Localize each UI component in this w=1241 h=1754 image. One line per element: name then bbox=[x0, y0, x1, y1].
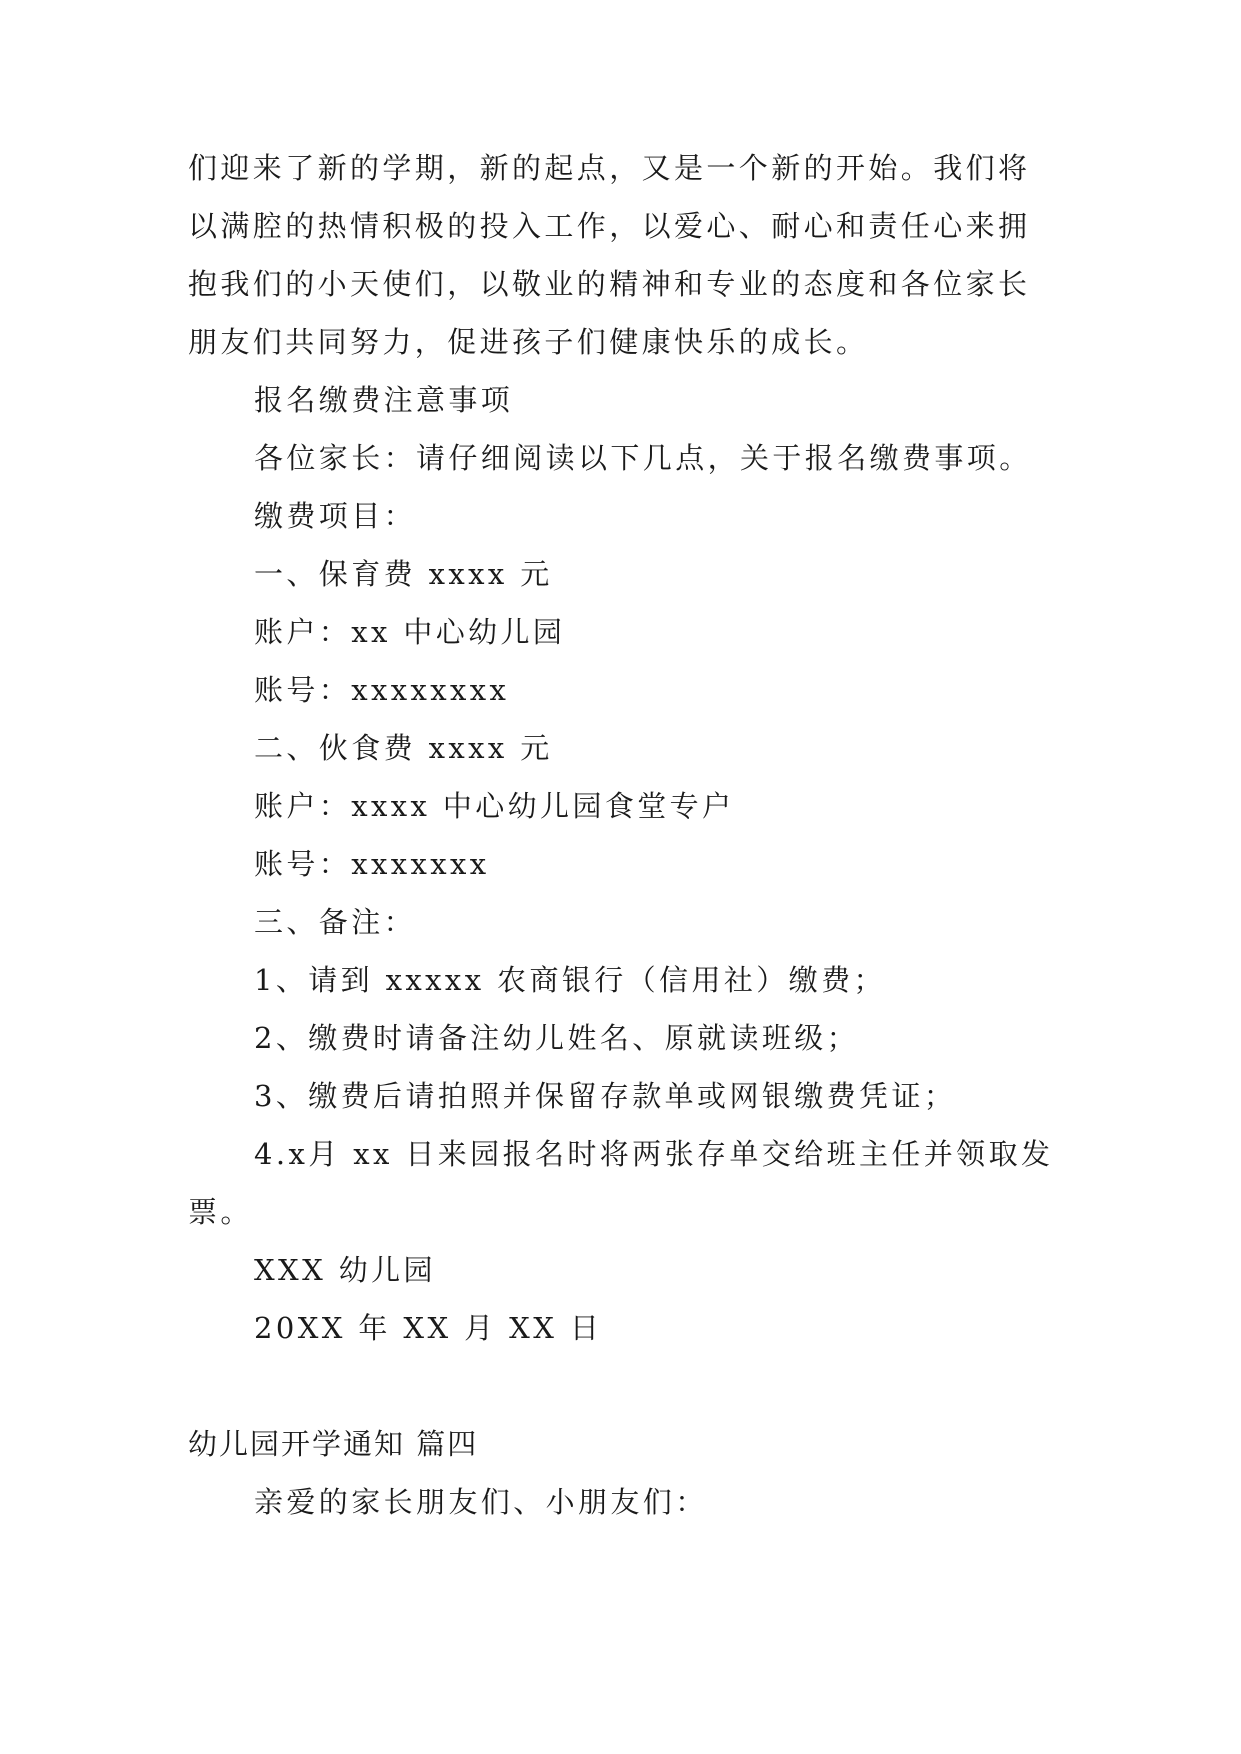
remark-4: 4.x月 xx 日来园报名时将两张存单交给班主任并领取发票。 bbox=[188, 1137, 1054, 1229]
signature-date: 20XX 年 XX 月 XX 日 bbox=[254, 1311, 603, 1345]
childcare-account: 账户：xx 中心幼儿园 bbox=[254, 615, 566, 649]
childcare-account-number: 账号：xxxxxxxx bbox=[254, 673, 510, 707]
notice-greeting: 各位家长：请仔细阅读以下几点，关于报名缴费事项。 bbox=[254, 441, 1032, 475]
intro-line-4: 朋友们共同努力，促进孩子们健康快乐的成长。 bbox=[188, 325, 869, 359]
notice-title: 报名缴费注意事项 bbox=[254, 383, 514, 417]
payment-items-label: 缴费项目： bbox=[254, 499, 417, 533]
remark-2: 2、缴费时请备注幼儿姓名、原就读班级； bbox=[254, 1021, 860, 1055]
section-greeting: 亲爱的家长朋友们、小朋友们： bbox=[254, 1485, 708, 1519]
remarks-label: 三、备注： bbox=[254, 905, 417, 939]
remark-3: 3、缴费后请拍照并保留存款单或网银缴费凭证； bbox=[254, 1079, 957, 1113]
payment-item-meals: 二、伙食费 xxxx 元 bbox=[254, 731, 553, 765]
signature-org: XXX 幼儿园 bbox=[254, 1253, 436, 1287]
intro-line-2: 以满腔的热情积极的投入工作，以爱心、耐心和责任心来拥 bbox=[188, 209, 1031, 243]
remark-1: 1、请到 xxxxx 农商银行（信用社）缴费； bbox=[254, 963, 886, 997]
payment-item-childcare: 一、保育费 xxxx 元 bbox=[254, 557, 553, 591]
meals-account: 账户：xxxx 中心幼儿园食堂专户 bbox=[254, 789, 735, 823]
intro-line-1: 们迎来了新的学期，新的起点，又是一个新的开始。我们将 bbox=[188, 151, 1031, 185]
section-heading: 幼儿园开学通知 篇四 bbox=[188, 1427, 479, 1461]
meals-account-number: 账号：xxxxxxx bbox=[254, 847, 490, 881]
intro-line-3: 抱我们的小天使们，以敬业的精神和专业的态度和各位家长 bbox=[188, 267, 1031, 301]
